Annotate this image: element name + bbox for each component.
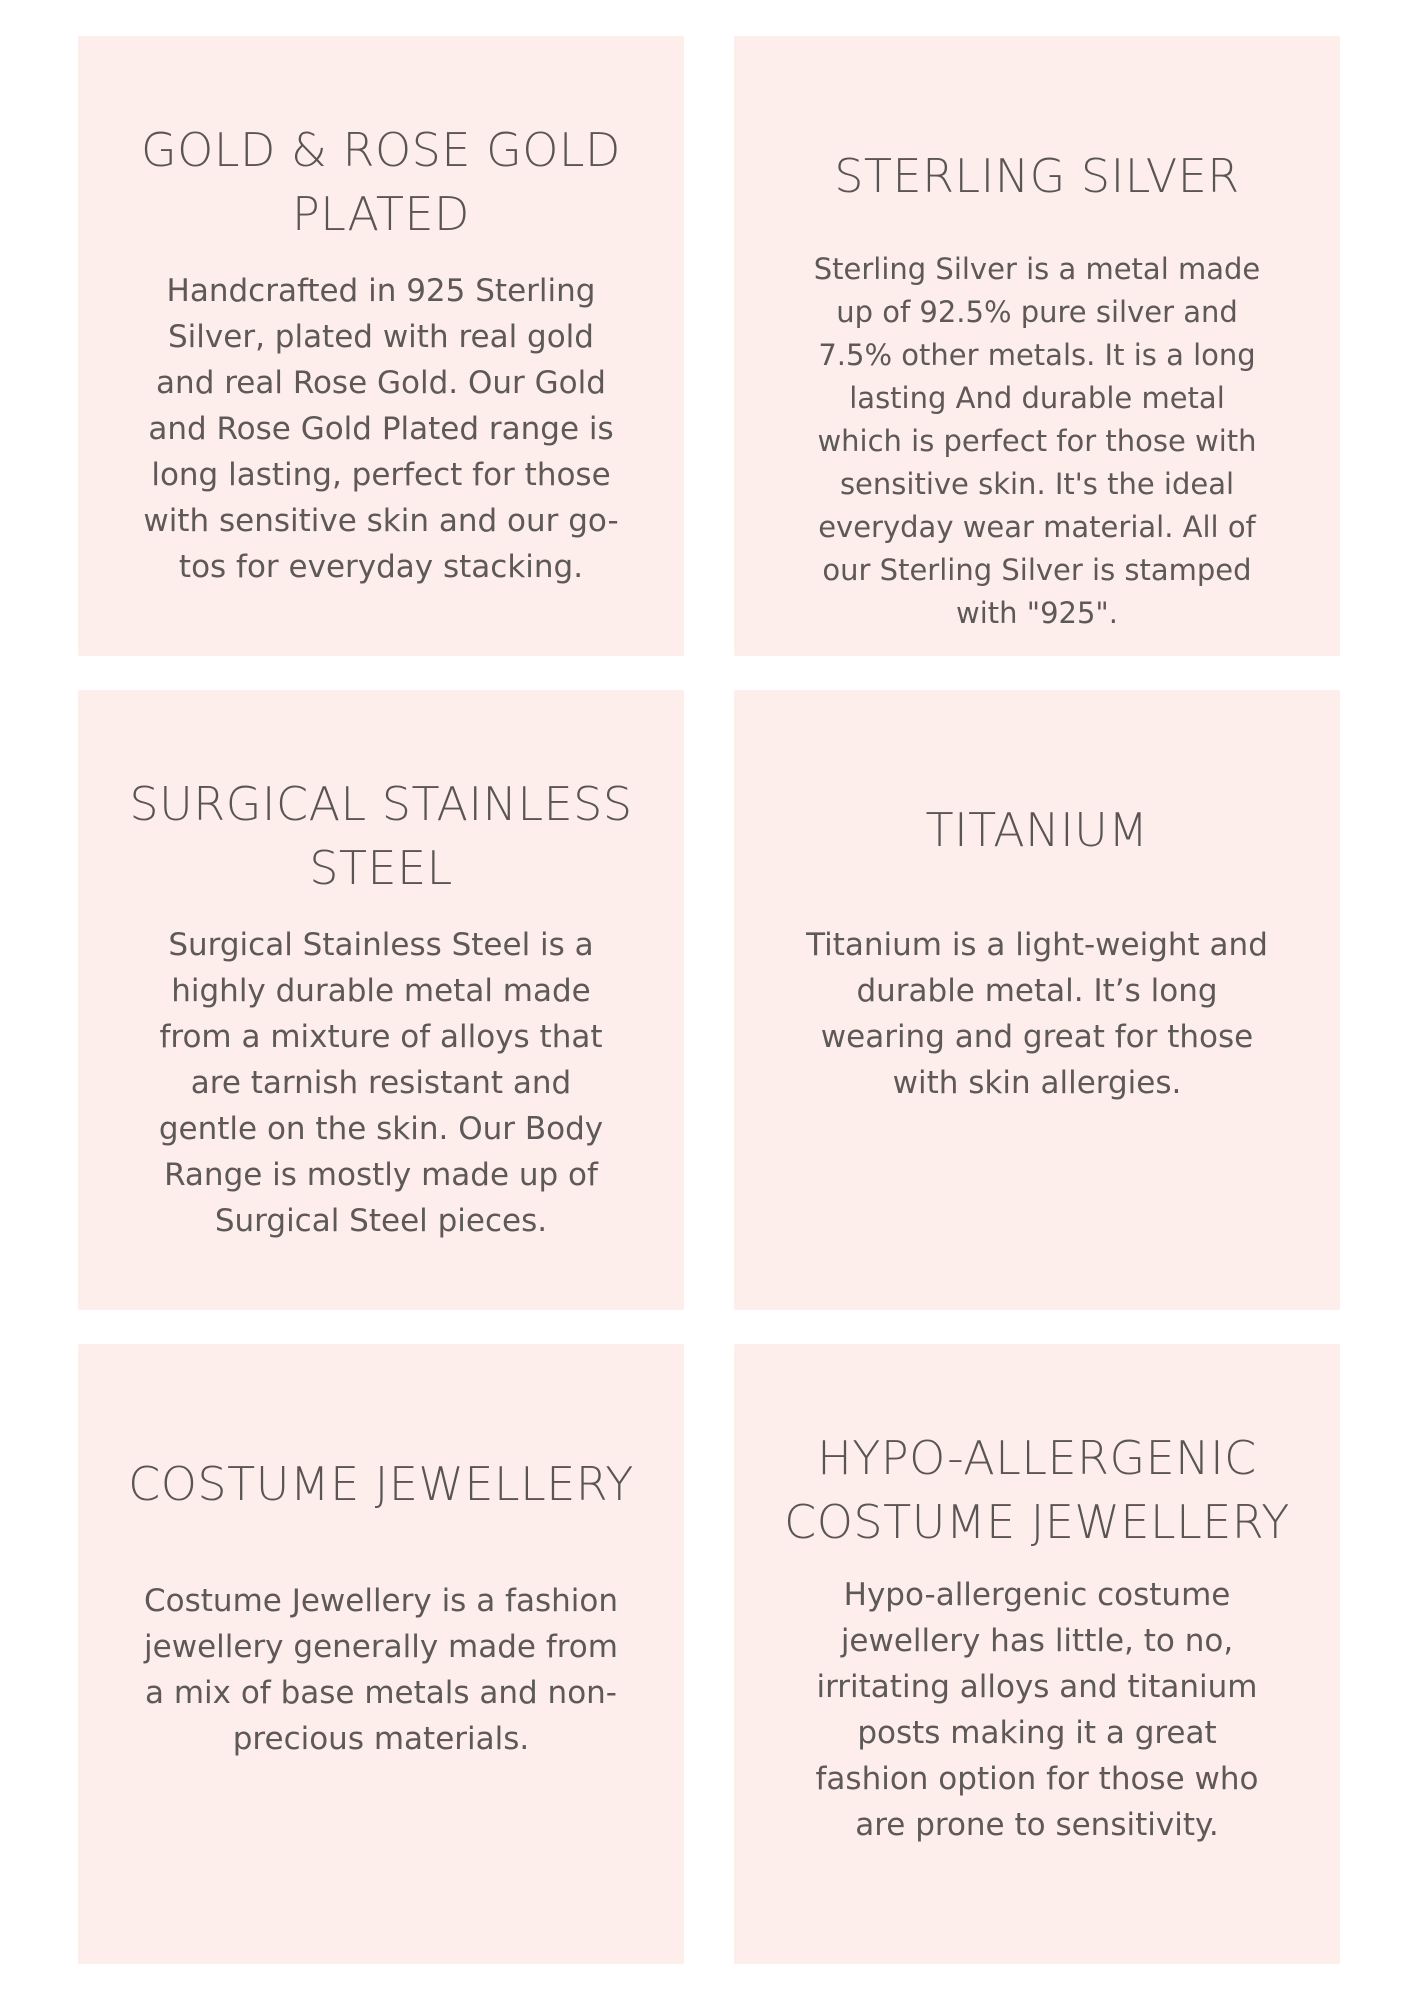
card-title: SURGICAL STAINLESS STEEL — [129, 777, 633, 895]
material-card-gold-rose-gold — [78, 36, 684, 656]
material-card-sterling-silver — [734, 36, 1340, 656]
card-description: Surgical Stainless Steel is a highly durable metal made from a mixture of alloys that are tarnish resistant and gentle on the skin. Our Body Range is mostly made up of Surgical Steel pieces. — [158, 927, 604, 1239]
card-description: Hypo-allergenic costume jewellery has little, to no, irritating alloys and titanium posts making it a great fashion option for those who are prone to sensitivity. — [815, 1577, 1259, 1843]
card-title: TITANIUM — [925, 803, 1149, 857]
card-title: GOLD & ROSE GOLD PLATED — [141, 123, 621, 241]
card-description: Sterling Silver is a metal made up of 92.5% pure silver and 7.5% other metals. It is a long lasting And durable metal which is perfect for those with sensitive skin. It's the ideal everyday wear material. All of our Sterling Silver is stamped with "925". — [813, 252, 1261, 630]
material-card-hypo-allergenic — [734, 1344, 1340, 1964]
card-title: HYPO-ALLERGENIC COSTUME JEWELLERY — [784, 1431, 1290, 1549]
card-description: Titanium is a light-weight and durable metal. It’s long wearing and great for those with skin allergies. — [806, 927, 1268, 1101]
material-card-costume-jewellery — [78, 1344, 684, 1964]
card-title: STERLING SILVER — [834, 149, 1240, 203]
card-title: COSTUME JEWELLERY — [128, 1457, 634, 1511]
card-description: Costume Jewellery is a fashion jewellery generally made from a mix of base metals and non-precious materials. — [144, 1583, 618, 1757]
materials-grid — [78, 36, 1340, 1964]
material-card-titanium — [734, 690, 1340, 1310]
material-card-surgical-steel — [78, 690, 684, 1310]
card-description: Handcrafted in 925 Sterling Silver, plated with real gold and real Rose Gold. Our Gold and Rose Gold Plated range is long lasting, perfect for those with sensitive skin and our go-tos for everyday stacking. — [143, 273, 619, 585]
